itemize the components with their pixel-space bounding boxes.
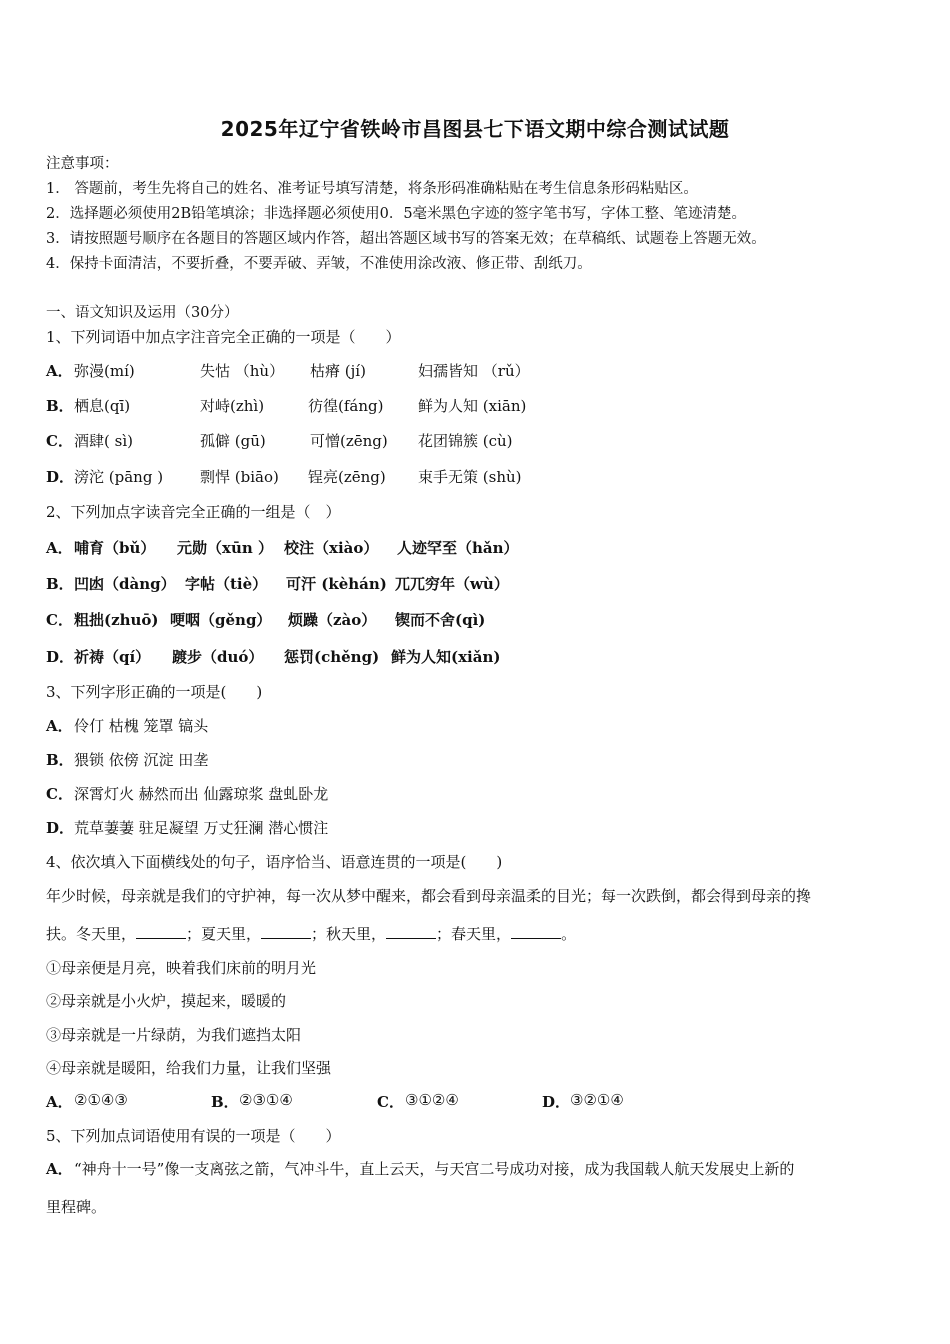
option-label: A． (46, 539, 73, 557)
option-text: 伶仃 枯槐 笼罩 镐头 (74, 717, 209, 735)
option-item: 人迹罕至（hǎn） (397, 539, 519, 557)
option-item: 字帖（tiè） (185, 575, 268, 593)
option-item: 剽悍 (biāo) (200, 468, 279, 486)
answer-blank (261, 924, 311, 939)
option-text: ③①②④ (405, 1091, 459, 1109)
passage-part: ；夏天里， (186, 925, 262, 943)
option-label: D． (46, 468, 75, 486)
option-item: 失怙 （hù） (200, 362, 285, 380)
option-item: 哽咽（gěng） (170, 611, 272, 629)
option-text: “神舟十一号”像一支离弦之箭，气冲斗牛，直上云天，与天宫二号成功对接，成为我国载人航天发展史上新的 (74, 1160, 795, 1178)
option-item: 鲜为人知 (xiān) (418, 397, 527, 415)
option-item: 彷徨(fáng) (308, 397, 384, 415)
option-label: B． (46, 397, 74, 415)
page-title: 2025年辽宁省铁岭市昌图县七下语文期中综合测试试题 (220, 117, 730, 141)
passage-part: ；秋天里， (311, 925, 387, 943)
q4-sentence-1: ①母亲便是月亮，映着我们床前的明月光 (46, 959, 317, 977)
passage-part: ；春天里， (436, 925, 512, 943)
option-item: 校注（xiào） (284, 539, 379, 557)
option-item: 枯瘠 (jí) (310, 362, 366, 380)
answer-blank (136, 924, 186, 939)
answer-blank (511, 924, 561, 939)
option-text: ②①④③ (74, 1091, 128, 1109)
option-item: 凹凼（dàng） (74, 575, 176, 593)
option-label: A． (46, 1160, 73, 1178)
q4-passage-line2 (46, 923, 576, 944)
option-item: 酒肆( sì) (74, 432, 133, 450)
q5-option-a-cont: 里程碑。 (46, 1198, 107, 1216)
option-item: 可憎(zēng) (310, 432, 388, 450)
passage-part: 。 (561, 925, 577, 943)
option-item: 鲜为人知(xiǎn) (391, 648, 501, 666)
option-label: C． (377, 1093, 404, 1111)
option-item: 锃亮(zēng) (308, 468, 386, 486)
option-item: 可汗 (kèhán) (286, 575, 387, 593)
option-label: D． (542, 1093, 571, 1111)
option-label: C． (46, 432, 73, 450)
option-label: B． (46, 751, 74, 769)
q4-sentence-3: ③母亲就是一片绿荫，为我们遮挡太阳 (46, 1026, 302, 1044)
option-item: 兀兀穷年（wù） (395, 575, 509, 593)
notice-item-4: 4．保持卡面清洁，不要折叠，不要弄破、弄皱，不准使用涂改液、修正带、刮纸刀。 (46, 256, 592, 272)
option-label: A． (46, 362, 73, 380)
option-item: 惩罚(chěng) (284, 648, 380, 666)
option-text: 荒草萋萋 驻足凝望 万丈狂澜 潜心惯注 (74, 819, 329, 837)
q4-sentence-4: ④母亲就是暖阳，给我们力量，让我们坚强 (46, 1059, 332, 1077)
option-label: D． (46, 819, 75, 837)
option-item: 对峙(zhì) (200, 397, 265, 415)
notice-item-3: 3．请按照题号顺序在各题目的答题区域内作答，超出答题区域书写的答案无效；在草稿纸、试题卷上答题无效。 (46, 231, 766, 247)
option-label: C． (46, 785, 73, 803)
option-item: 妇孺皆知 （rǔ） (418, 362, 530, 380)
q5-stem: 5、下列加点词语使用有误的一项是（ ） (46, 1127, 341, 1145)
option-text: 猥锁 依傍 沉淀 田垄 (74, 751, 209, 769)
section-heading: 一、语文知识及运用（30分） (46, 305, 239, 321)
option-item: 元勋（xūn ） (177, 539, 273, 557)
passage-part: 扶。冬天里， (46, 925, 137, 943)
q4-stem: 4、依次填入下面横线处的句子，语序恰当、语意连贯的一项是( ) (46, 853, 503, 871)
notice-item-2: 2．选择题必须使用2B铅笔填涂；非选择题必须使用0．5毫米黑色字迹的签字笔书写，字体工整、笔迹清楚。 (46, 206, 747, 222)
option-item: 锲而不舍(qì) (395, 611, 486, 629)
option-text: ②③①④ (239, 1091, 293, 1109)
option-label: C． (46, 611, 73, 629)
option-label: A． (46, 717, 73, 735)
notice-item-1: 1． 答题前，考生先将自己的姓名、准考证号填写清楚，将条形码准确粘贴在考生信息条形码粘贴区。 (46, 181, 698, 197)
answer-blank (386, 924, 436, 939)
option-item: 滂沱 (pāng ) (74, 468, 164, 486)
option-text: 深霄灯火 赫然而出 仙露琼浆 盘虬卧龙 (74, 785, 329, 803)
option-item: 束手无策 (shù) (418, 468, 522, 486)
option-item: 孤僻 (gū) (200, 432, 266, 450)
q1-stem: 1、下列词语中加点字注音完全正确的一项是（ ） (46, 328, 401, 346)
option-text: ③②①④ (570, 1091, 624, 1109)
option-item: 粗拙(zhuō) (74, 611, 159, 629)
option-label: B． (211, 1093, 239, 1111)
option-label: A． (46, 1093, 73, 1111)
option-label: B． (46, 575, 74, 593)
q4-passage-line1: 年少时候，母亲就是我们的守护神，每一次从梦中醒来，都会看到母亲温柔的目光；每一次跌倒，都会得到母亲的搀 (46, 887, 812, 905)
option-item: 弥漫(mí) (74, 362, 135, 380)
option-item: 哺育（bǔ） (74, 539, 156, 557)
q2-stem: 2、下列加点字读音完全正确的一组是（ ） (46, 503, 341, 521)
notice-heading: 注意事项： (46, 156, 119, 172)
option-label: D． (46, 648, 75, 666)
q4-sentence-2: ②母亲就是小火炉，摸起来，暖暖的 (46, 992, 287, 1010)
option-item: 祈祷（qí） (74, 648, 151, 666)
option-item: 花团锦簇 (cù) (418, 432, 513, 450)
option-item: 踱步（duó） (172, 648, 264, 666)
option-item: 栖息(qī) (74, 397, 131, 415)
q3-stem: 3、下列字形正确的一项是( ) (46, 683, 263, 701)
option-item: 烦躁（zào） (288, 611, 377, 629)
